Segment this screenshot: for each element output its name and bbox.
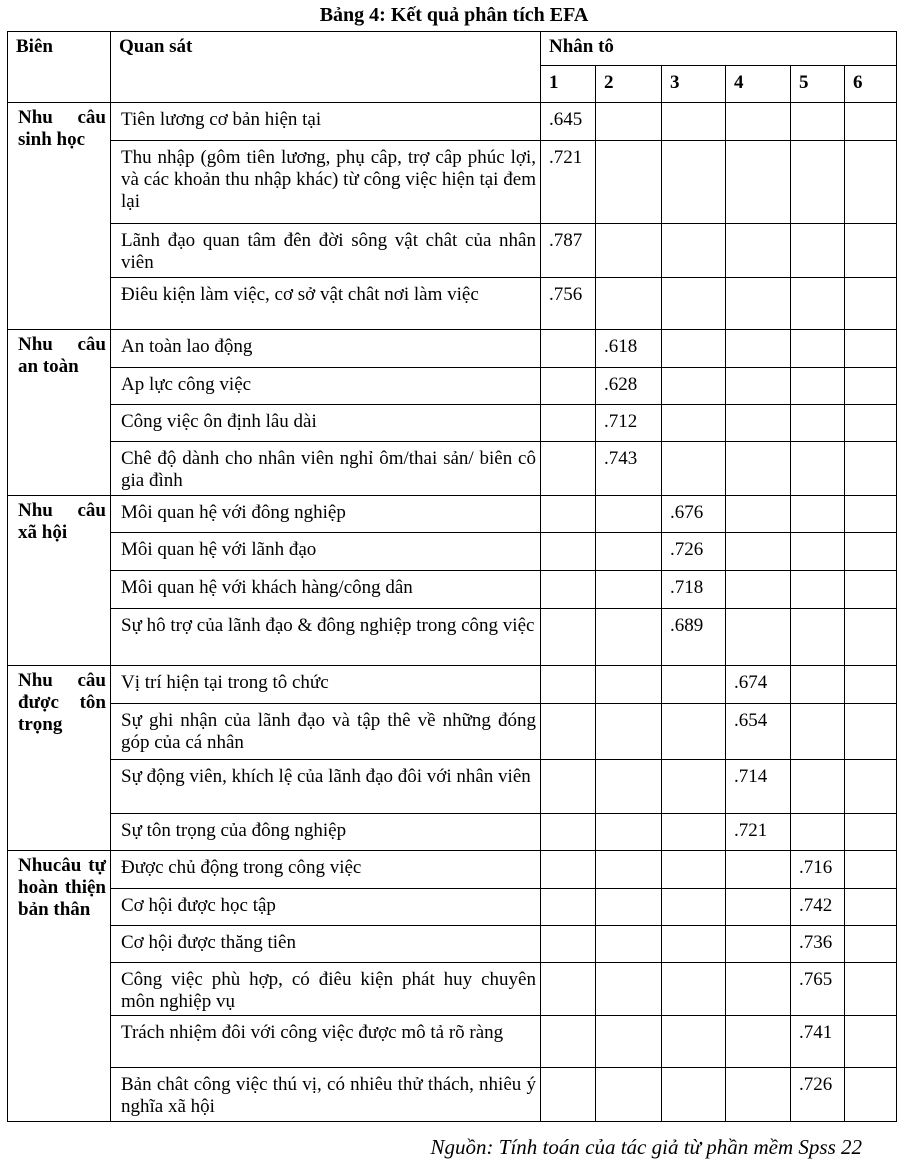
factor-loading-cell: .787 [541,224,596,278]
factor-loading-cell: .726 [662,533,726,571]
observation-cell: Chê độ dành cho nhân viên nghỉ ôm/thai sản/ biên cô gia đình [111,442,541,496]
empty-factor-cell [541,533,596,571]
header-factor-6: 6 [845,66,897,103]
empty-factor-cell [541,442,596,496]
empty-factor-cell [596,926,662,963]
observation-cell: Ap lực công việc [111,368,541,405]
table-row [8,1016,897,1068]
empty-factor-cell [726,103,791,141]
header-factor: Nhân tô [541,32,897,66]
observation-cell: Cơ hội được thăng tiên [111,926,541,963]
empty-factor-cell [845,760,897,814]
factor-loading-cell: .756 [541,278,596,330]
table-row [8,224,897,278]
empty-factor-cell [845,141,897,224]
table-row [8,442,897,496]
empty-factor-cell [662,224,726,278]
empty-factor-cell [662,851,726,889]
empty-factor-cell [845,814,897,851]
observation-cell: Sự tôn trọng của đông nghiệp [111,814,541,851]
empty-factor-cell [662,1016,726,1068]
factor-loading-cell: .718 [662,571,726,609]
observation-cell: Công việc ôn định lâu dài [111,405,541,442]
observation-cell: Thu nhập (gôm tiên lương, phụ câp, trợ câp phúc lợi, và các khoản thu nhập khác) từ công việc hiện tại đem lại [111,141,541,224]
empty-factor-cell [726,405,791,442]
empty-factor-cell [596,141,662,224]
empty-factor-cell [845,368,897,405]
table-row [8,533,897,571]
variable-group-name: Nhucâu tự hoàn thiện bản thân [8,851,111,1122]
empty-factor-cell [845,889,897,926]
table-row [8,496,897,533]
empty-factor-cell [596,851,662,889]
table-row [8,851,897,889]
empty-factor-cell [726,533,791,571]
empty-factor-cell [596,103,662,141]
header-factor-1: 1 [541,66,596,103]
factor-loading-cell: .618 [596,330,662,368]
table-row [8,889,897,926]
empty-factor-cell [845,926,897,963]
empty-factor-cell [662,442,726,496]
empty-factor-cell [596,704,662,760]
variable-group-name: Nhu câu được tôn trọng [8,666,111,851]
empty-factor-cell [541,496,596,533]
table-row [8,103,897,141]
empty-factor-cell [541,609,596,666]
factor-loading-cell: .714 [726,760,791,814]
observation-cell: Công việc phù hợp, có điêu kiện phát huy chuyên môn nghiệp vụ [111,963,541,1016]
empty-factor-cell [845,1016,897,1068]
empty-factor-cell [791,442,845,496]
table-row [8,926,897,963]
empty-factor-cell [662,103,726,141]
observation-cell: Vị trí hiện tại trong tô chức [111,666,541,704]
empty-factor-cell [791,666,845,704]
empty-factor-cell [596,666,662,704]
header-variable: Biên [8,32,111,103]
empty-factor-cell [726,571,791,609]
empty-factor-cell [726,442,791,496]
empty-factor-cell [541,405,596,442]
table-row [8,368,897,405]
empty-factor-cell [726,496,791,533]
factor-loading-cell: .628 [596,368,662,405]
empty-factor-cell [662,405,726,442]
empty-factor-cell [726,141,791,224]
empty-factor-cell [541,889,596,926]
table-row [8,704,897,760]
empty-factor-cell [541,330,596,368]
empty-factor-cell [541,571,596,609]
empty-factor-cell [726,851,791,889]
variable-group-name: Nhu câu xã hội [8,496,111,666]
header-factor-5: 5 [791,66,845,103]
table-row [8,141,897,224]
variable-group-name: Nhu câu an toàn [8,330,111,496]
empty-factor-cell [541,1068,596,1122]
empty-factor-cell [596,609,662,666]
empty-factor-cell [541,666,596,704]
observation-cell: Tiên lương cơ bản hiện tại [111,103,541,141]
empty-factor-cell [791,571,845,609]
empty-factor-cell [596,889,662,926]
observation-cell: Lãnh đạo quan tâm đên đời sông vật chât của nhân viên [111,224,541,278]
empty-factor-cell [845,405,897,442]
observation-cell: Môi quan hệ với đông nghiệp [111,496,541,533]
table-row [8,963,897,1016]
empty-factor-cell [662,368,726,405]
factor-loading-cell: .726 [791,1068,845,1122]
empty-factor-cell [596,1068,662,1122]
empty-factor-cell [596,571,662,609]
empty-factor-cell [845,496,897,533]
observation-cell: Sự động viên, khích lệ của lãnh đạo đôi với nhân viên [111,760,541,814]
empty-factor-cell [596,760,662,814]
empty-factor-cell [845,330,897,368]
empty-factor-cell [845,442,897,496]
empty-factor-cell [596,224,662,278]
empty-factor-cell [541,814,596,851]
factor-loading-cell: .654 [726,704,791,760]
header-factor-3: 3 [662,66,726,103]
factor-loading-cell: .716 [791,851,845,889]
factor-loading-cell: .736 [791,926,845,963]
empty-factor-cell [541,851,596,889]
empty-factor-cell [791,760,845,814]
empty-factor-cell [596,496,662,533]
header-factor-2: 2 [596,66,662,103]
empty-factor-cell [791,141,845,224]
table-row [8,666,897,704]
factor-loading-cell: .676 [662,496,726,533]
table-row [8,405,897,442]
empty-factor-cell [845,609,897,666]
observation-cell: Sự hô trợ của lãnh đạo & đông nghiệp trong công việc [111,609,541,666]
empty-factor-cell [791,405,845,442]
observation-cell: Môi quan hệ với khách hàng/công dân [111,571,541,609]
empty-factor-cell [791,609,845,666]
factor-loading-cell: .721 [726,814,791,851]
empty-factor-cell [845,224,897,278]
table-row [8,609,897,666]
table-row [8,330,897,368]
empty-factor-cell [845,533,897,571]
table-title: Bảng 4: Kết quả phân tích EFA [319,4,589,26]
empty-factor-cell [662,963,726,1016]
factor-loading-cell: .743 [596,442,662,496]
empty-factor-cell [726,330,791,368]
empty-factor-cell [791,330,845,368]
empty-factor-cell [541,1016,596,1068]
empty-factor-cell [845,1068,897,1122]
empty-factor-cell [845,963,897,1016]
factor-loading-cell: .742 [791,889,845,926]
factor-loading-cell: .674 [726,666,791,704]
empty-factor-cell [541,704,596,760]
empty-factor-cell [726,278,791,330]
observation-cell: An toàn lao động [111,330,541,368]
table-row [8,814,897,851]
empty-factor-cell [662,666,726,704]
empty-factor-cell [726,1068,791,1122]
empty-factor-cell [541,926,596,963]
empty-factor-cell [791,224,845,278]
empty-factor-cell [726,609,791,666]
empty-factor-cell [791,496,845,533]
empty-factor-cell [726,1016,791,1068]
empty-factor-cell [791,704,845,760]
empty-factor-cell [596,814,662,851]
empty-factor-cell [845,704,897,760]
empty-factor-cell [541,368,596,405]
observation-cell: Trách nhiệm đôi với công việc được mô tả rõ ràng [111,1016,541,1068]
empty-factor-cell [726,368,791,405]
empty-factor-cell [726,926,791,963]
empty-factor-cell [662,704,726,760]
empty-factor-cell [662,760,726,814]
observation-cell: Điêu kiện làm việc, cơ sở vật chât nơi làm việc [111,278,541,330]
empty-factor-cell [726,963,791,1016]
factor-loading-cell: .741 [791,1016,845,1068]
observation-cell: Bản chât công việc thú vị, có nhiêu thử thách, nhiêu ý nghĩa xã hội [111,1068,541,1122]
factor-loading-cell: .645 [541,103,596,141]
empty-factor-cell [662,926,726,963]
table-row [8,278,897,330]
empty-factor-cell [596,278,662,330]
empty-factor-cell [596,1016,662,1068]
empty-factor-cell [541,963,596,1016]
empty-factor-cell [726,224,791,278]
empty-factor-cell [662,278,726,330]
empty-factor-cell [791,278,845,330]
empty-factor-cell [845,666,897,704]
factor-loading-cell: .712 [596,405,662,442]
empty-factor-cell [845,103,897,141]
empty-factor-cell [845,278,897,330]
empty-factor-cell [791,533,845,571]
empty-factor-cell [662,141,726,224]
empty-factor-cell [845,571,897,609]
empty-factor-cell [662,889,726,926]
empty-factor-cell [845,851,897,889]
observation-cell: Môi quan hệ với lãnh đạo [111,533,541,571]
table-row [8,760,897,814]
factor-loading-cell: .689 [662,609,726,666]
factor-loading-cell: .721 [541,141,596,224]
empty-factor-cell [791,368,845,405]
empty-factor-cell [726,889,791,926]
observation-cell: Được chủ động trong công việc [111,851,541,889]
table-row [8,1068,897,1122]
header-factor-4: 4 [726,66,791,103]
empty-factor-cell [596,533,662,571]
empty-factor-cell [662,330,726,368]
factor-loading-cell: .765 [791,963,845,1016]
empty-factor-cell [791,814,845,851]
empty-factor-cell [541,760,596,814]
empty-factor-cell [662,814,726,851]
empty-factor-cell [596,963,662,1016]
observation-cell: Cơ hội được học tập [111,889,541,926]
empty-factor-cell [662,1068,726,1122]
efa-results-table [7,31,897,1122]
source-note: Nguồn: Tính toán của tác giả từ phần mềm Spss 22 [430,1135,862,1159]
table-row [8,571,897,609]
empty-factor-cell [791,103,845,141]
observation-cell: Sự ghi nhận của lãnh đạo và tập thê về những đóng góp của cá nhân [111,704,541,760]
header-observation: Quan sát [111,32,541,103]
variable-group-name: Nhu câu sinh học [8,103,111,330]
